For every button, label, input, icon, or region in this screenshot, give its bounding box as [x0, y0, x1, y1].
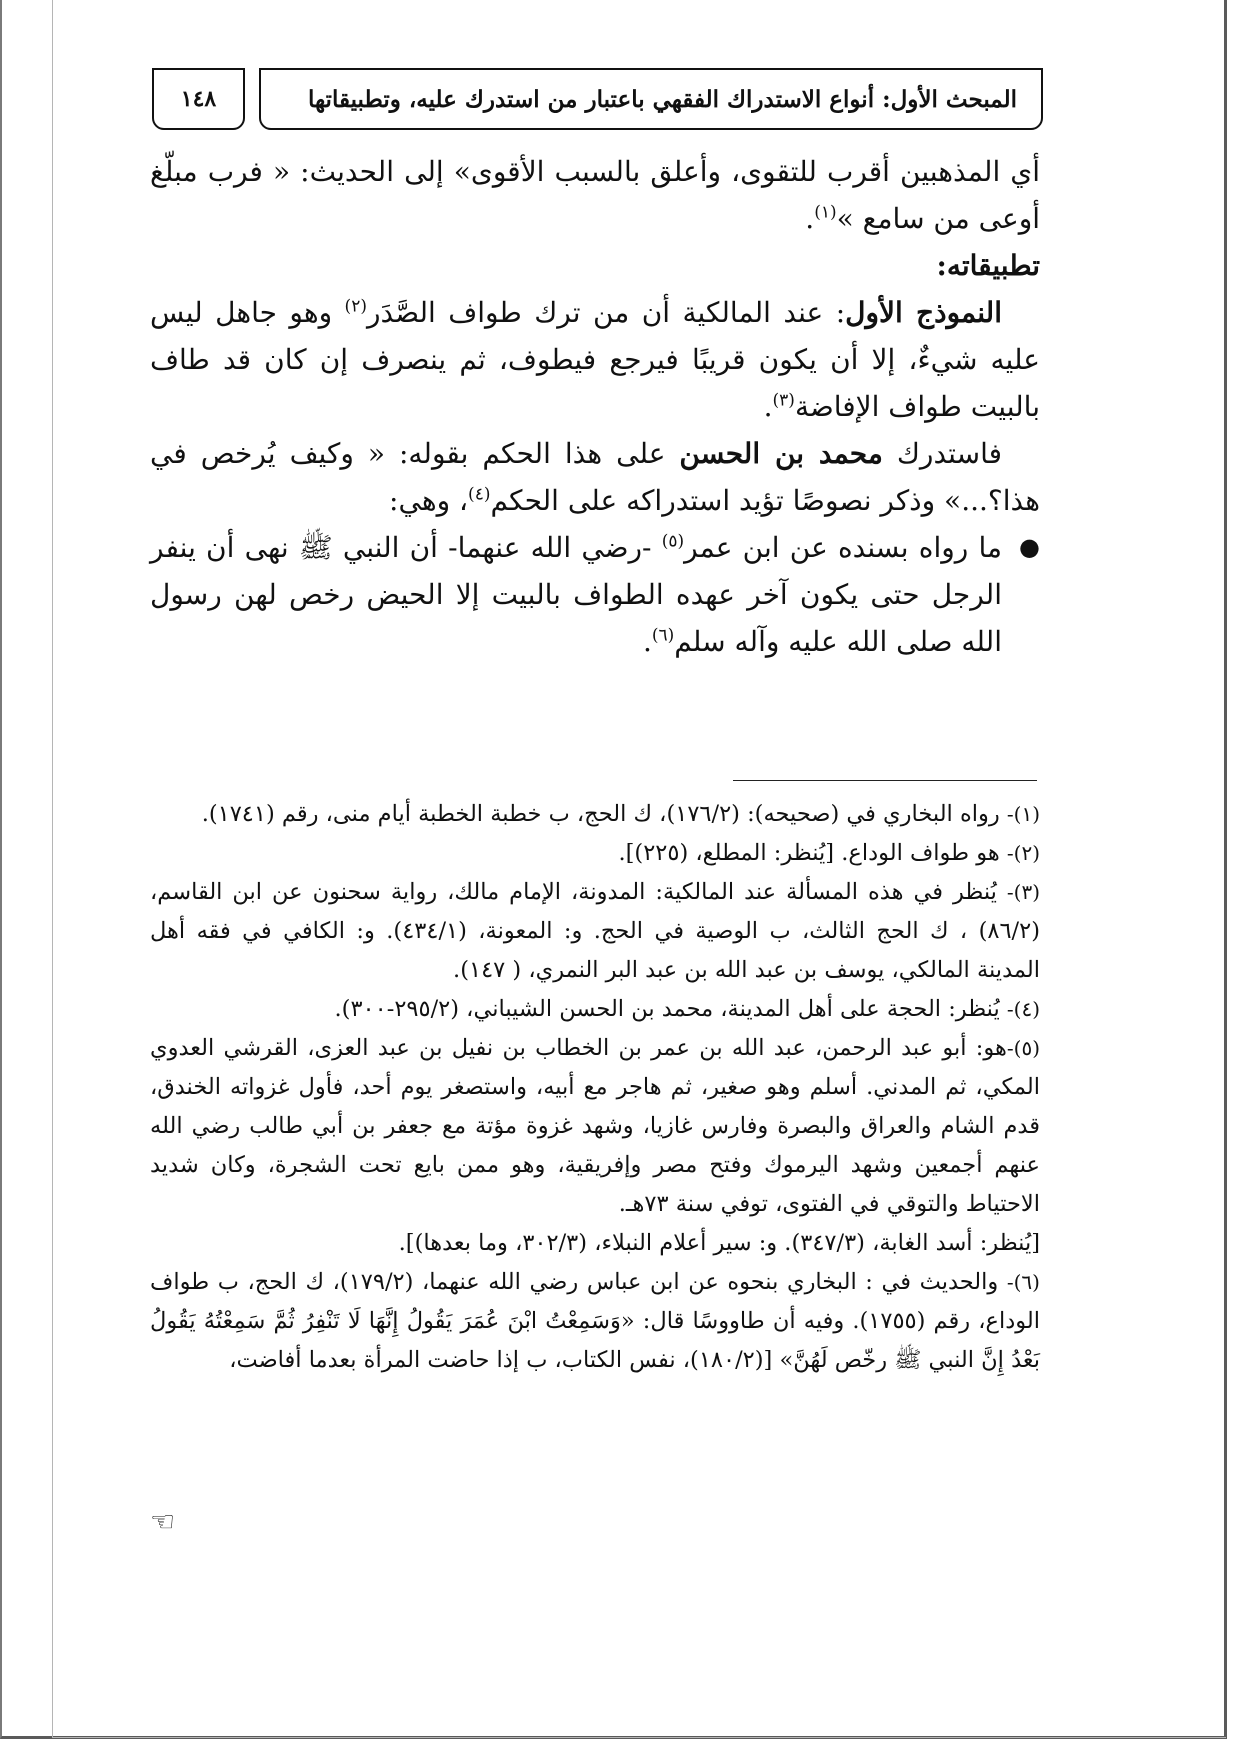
running-header: [259, 68, 1043, 130]
footnote-1: (١)- رواه البخاري في (صحيحه): (١٧٦/٢)، ك الحج، ب خطبة الخطبة أيام منى، رقم (١٧٤١).: [201, 801, 1040, 827]
margin-line: [52, 0, 53, 1738]
footnote-ref: (٣): [772, 390, 795, 411]
footnote-ref: (١): [814, 202, 837, 223]
paragraph-3: فاستدرك محمد بن الحسن على هذا الحكم بقوله: « وكيف يُرخص في هذا؟...» وذكر نصوصًا تؤيد استدراكه على الحكم$^{(٤)}$، وهي:: [150, 437, 1040, 517]
footnote-5-source: [يُنظر: أسد الغابة، (٣٤٧/٣). و: سير أعلام النبلاء، (٣٠٢/٣، وما بعدها)].: [398, 1230, 1040, 1256]
footnote-ref: (٦): [651, 625, 675, 646]
section-heading: تطبيقاته:: [936, 249, 1040, 282]
bottom-margin-line: [52, 1737, 1226, 1738]
footnote-2: (٢)- هو طواف الوداع. [يُنظر: المطلع، (٢٢٥)].: [618, 840, 1040, 866]
bullet-item: ● ما رواه بسنده عن ابن عمر$^{(٥)}$ -رضي الله عنهما- أن النبي ﷺ نهى أن ينفر الرجل حتى يكون آخر عهده الطواف بالبيت إلا الحيض رخص لهن رسول الله صلى الله عليه وآله سلم$^{(٦)}$.: [150, 524, 1040, 665]
footnote-3: (٣)- يُنظر في هذه المسألة عند المالكية: المدونة، الإمام مالك، رواية سحنون عن ابن القاسم، (٨٦/٢) ، ك الحج الثالث، ب الوصية في الحج. و: المعونة، (٤٣٤/١). و: الكافي في فقه أهل المدينة المالكي، يوسف بن عبد الله بن عبد البر النمري، ( ١٤٧).: [150, 879, 1041, 983]
page-number: ١٤٨: [180, 86, 217, 112]
footnote-ref: (٢): [344, 296, 367, 317]
bullet-icon: ●: [1019, 533, 1040, 561]
footnotes: [150, 795, 1040, 1380]
footnote-4: (٤)- يُنظر: الحجة على أهل المدينة، محمد بن الحسن الشيباني، (٢٩٥/٢-٣٠٠).: [334, 996, 1040, 1022]
footnote-ref: (٥): [661, 531, 685, 552]
footnote-ref: (٤): [468, 484, 491, 505]
pointing-hand-icon: ☜: [150, 1505, 176, 1538]
footnote-divider: [733, 780, 1037, 781]
page-number-box: [152, 68, 245, 130]
paragraph-1: أي المذهبين أقرب للتقوى، وأعلق بالسبب الأقوى» إلى الحديث: « فرب مبلّغ أوعى من سامع »$^{(١)}$.: [150, 155, 1040, 235]
paragraph-2: النموذج الأول: عند المالكية أن من ترك طواف الصَّدَر$^{(٢)}$ وهو جاهل ليس عليه شيءٌ، إلا أن يكون قريبًا فيرجع فيطوف، ثم ينصرف إن كان قد طاف بالبيت طواف الإفاضة$^{(٣)}$.: [150, 296, 1040, 423]
footnote-6: (٦)- والحديث في : البخاري بنحوه عن ابن عباس رضي الله عنهما، (١٧٩/٢)، ك الحج، ب طواف الوداع، رقم (١٧٥٥). وفيه أن طاووسًا قال: «وَسَمِعْتُ ابْنَ عُمَرَ يَقُولُ إِنَّهَا لَا تَنْفِرُ ثُمَّ سَمِعْتُهُ يَقُولُ بَعْدُ إِنَّ النبي ﷺ رخّص لَهُنَّ» [(١٨٠/٢)، نفس الكتاب، ب إذا حاضت المرأة بعدما أفاضت،: [150, 1269, 1040, 1373]
header-title: المبحث الأول: أنواع الاستدراك الفقهي باعتبار من استدرك عليه، وتطبيقاتها: [307, 85, 1017, 113]
main-text: [150, 148, 1040, 665]
footnote-5: (٥)-هو: أبو عبد الرحمن، عبد الله بن عمر بن الخطاب بن نفيل بن عبد العزى، القرشي العدوي المكي، ثم المدني. أسلم وهو صغير، ثم هاجر مع أبيه، واستصغر يوم أحد، فأول غزواته الخندق، قدم الشام والعراق والبصرة وفارس غازيا، وشهد غزوة مؤتة مع جعفر بن أبي طالب رضي الله عنهم أجمعين وشهد اليرموك وفتح مصر وإفريقية، وهو ممن بايع تحت الشجرة، وكان شديد الاحتياط والتوقي في الفتوى، توفي سنة ٧٣هـ.: [150, 1035, 1040, 1217]
